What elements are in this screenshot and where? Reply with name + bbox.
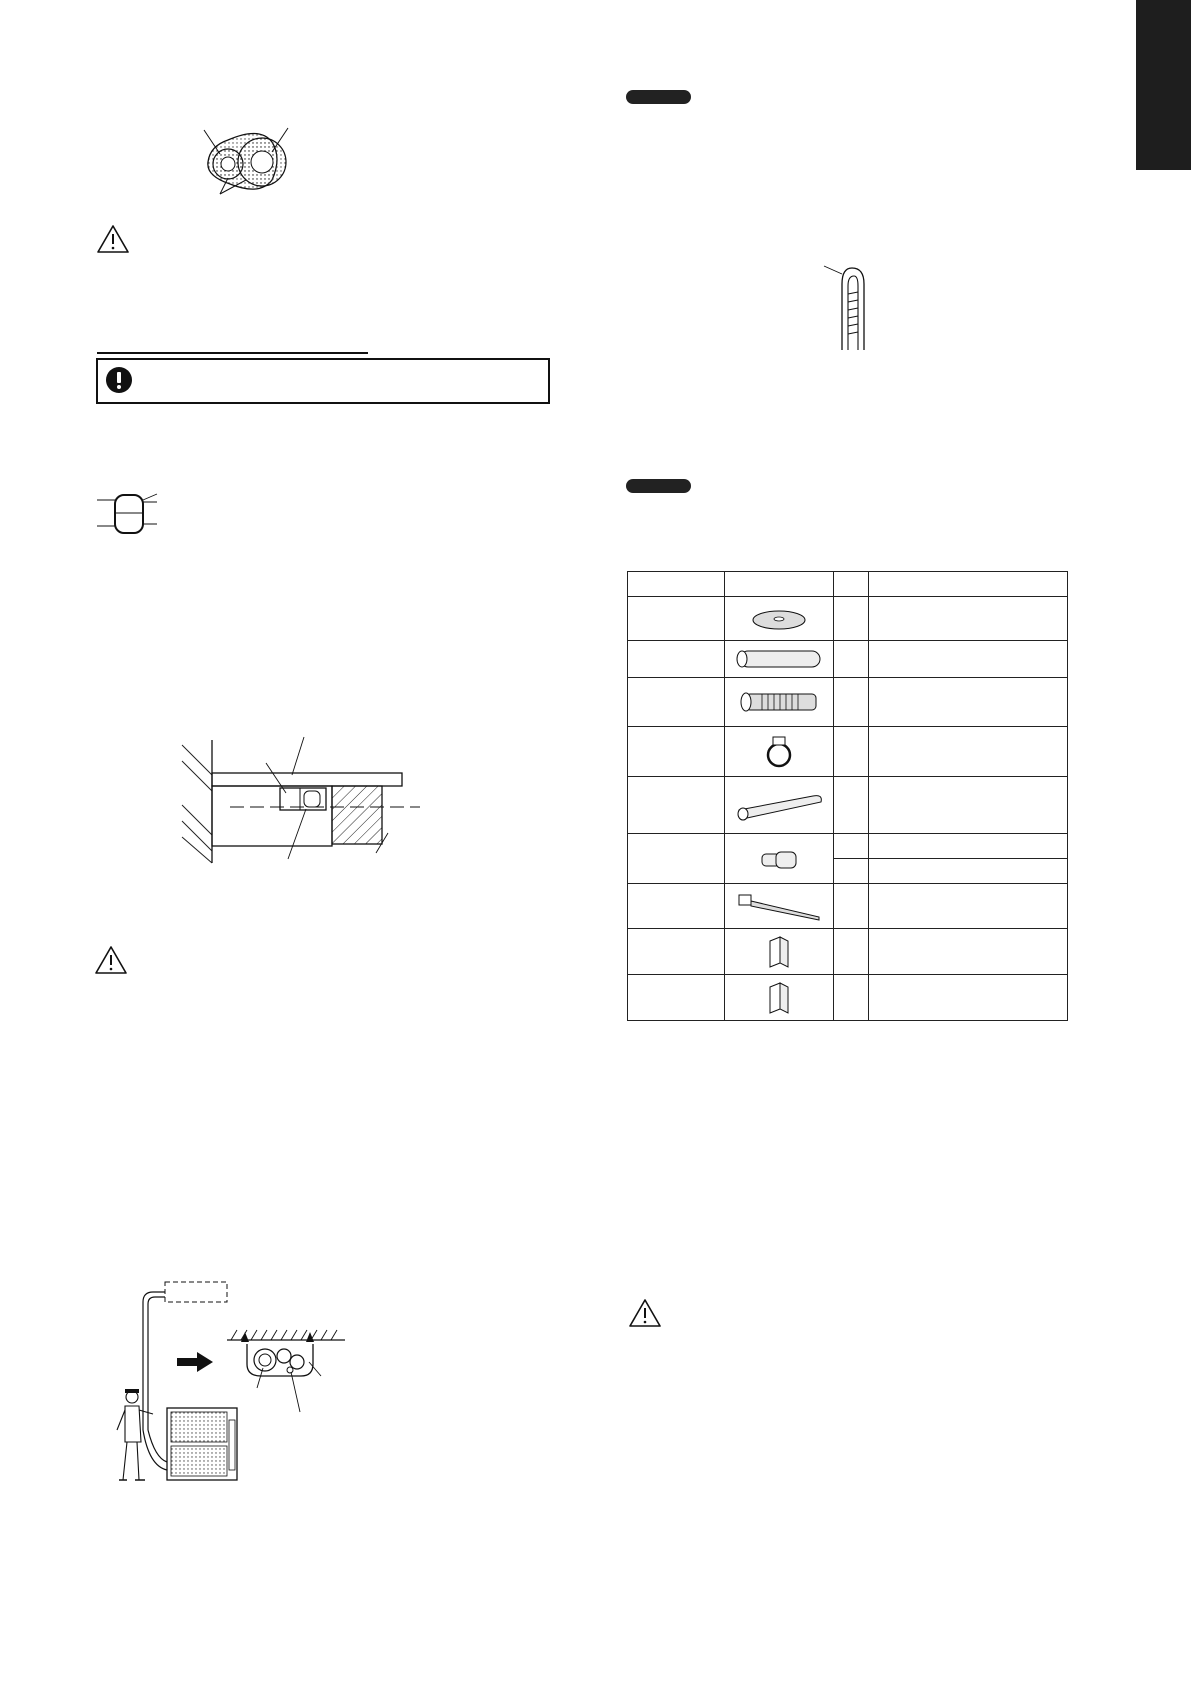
pipe-insulation-figure [200, 122, 310, 202]
table-row [628, 884, 1068, 928]
wall-penetration-figure [180, 735, 420, 865]
col-header-part-name [628, 572, 725, 597]
table-row [628, 834, 1068, 859]
table-row [628, 678, 1068, 726]
insulation-tube-icon [732, 647, 826, 671]
pipe-joint-figure [97, 492, 167, 536]
table-row [628, 928, 1068, 974]
reducer-pipe-icon [754, 844, 804, 874]
flexible-hose-icon [732, 686, 826, 718]
warning-triangle-icon [628, 1298, 662, 1328]
note-label-pill [626, 479, 691, 493]
table-row [628, 726, 1068, 776]
table-row [628, 974, 1068, 1020]
mandatory-notice-box [96, 358, 550, 404]
warning-triangle-icon [94, 945, 128, 975]
pipe-bend-figure [820, 260, 880, 352]
col-header-usage [869, 572, 1068, 597]
table-row [628, 776, 1068, 833]
table-header-row [628, 572, 1068, 597]
section-tab [1136, 0, 1191, 170]
col-header-quantity [834, 572, 869, 597]
manual-booklet-icon [764, 933, 794, 969]
insulation-sheet-icon [731, 786, 827, 824]
hose-band-icon [759, 731, 799, 771]
col-header-figure [725, 572, 834, 597]
table-row [628, 597, 1068, 641]
outdoor-unit-installation-figure [115, 1280, 355, 1505]
table-row [628, 641, 1068, 678]
manual-booklet-icon [764, 979, 794, 1015]
note-label-pill [626, 90, 691, 104]
flat-washer-icon [749, 606, 809, 632]
accessory-parts-table [627, 571, 1068, 1021]
section-heading-rule [97, 352, 368, 354]
cable-tie-icon [731, 889, 827, 923]
warning-triangle-icon [96, 224, 130, 254]
exclamation-circle-icon [105, 366, 133, 394]
